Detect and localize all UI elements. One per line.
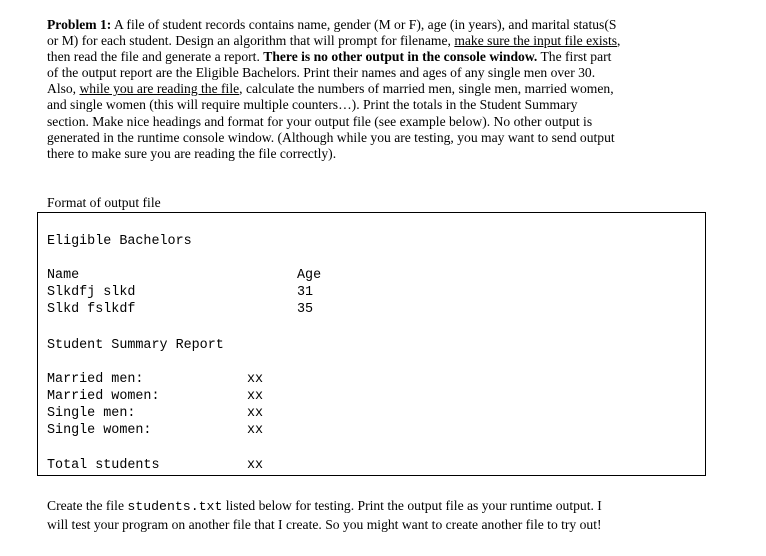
bachelor-age: 31 xyxy=(297,285,314,300)
problem-line: Problem 1: A file of student records contains name, gender (M or F), age (in years), and marital status(S xyxy=(47,17,617,32)
bachelor-name: Slkdfj slkd xyxy=(47,285,136,300)
summary-heading: Student Summary Report xyxy=(47,338,224,353)
total-label: Total students xyxy=(47,458,160,473)
problem-label: Problem 1: xyxy=(47,17,112,32)
summary-label: Single women: xyxy=(47,423,152,438)
summary-value: xx xyxy=(247,372,264,387)
total-value: xx xyxy=(247,458,264,473)
problem-statement xyxy=(47,17,719,162)
age-column-header: Age xyxy=(297,268,322,283)
bachelor-age: 35 xyxy=(297,302,314,317)
problem-line: Also, while you are reading the file, calculate the numbers of married men, single men, married women, xyxy=(47,81,614,97)
filename-code: students.txt xyxy=(127,499,223,514)
problem-line: there to make sure you are reading the file correctly). xyxy=(47,145,337,161)
footer-line: will test your program on another file that I create. So you might want to create another file to try out! xyxy=(47,516,602,532)
summary-label: Married men: xyxy=(47,372,144,387)
footer-line: Create the file students.txt listed below for testing. Print the output file as your runtime output. I xyxy=(47,498,602,514)
problem-line: or M) for each student. Design an algorithm that will prompt for filename, make sure the input file exists, xyxy=(47,33,621,49)
problem-line: and single women (this will require multiple counters…). Print the totals in the Student Summary xyxy=(47,97,578,113)
summary-label: Married women: xyxy=(47,389,160,404)
name-column-header: Name xyxy=(47,268,80,283)
footer-instructions xyxy=(47,497,727,533)
summary-value: xx xyxy=(247,389,264,404)
output-format-caption: Format of output file xyxy=(47,195,161,210)
problem-line: then read the file and generate a report. There is no other output in the console window. The first part xyxy=(47,49,612,65)
sample-output-box xyxy=(37,212,706,476)
summary-label: Single men: xyxy=(47,406,136,421)
bachelor-name: Slkd fslkdf xyxy=(47,302,136,317)
summary-value: xx xyxy=(247,423,264,438)
summary-value: xx xyxy=(247,406,264,421)
problem-line: generated in the runtime console window. (Although while you are testing, you may want to send output xyxy=(47,129,615,145)
problem-line: of the output report are the Eligible Bachelors. Print their names and ages of any single men over 30. xyxy=(47,65,596,81)
bachelors-heading: Eligible Bachelors xyxy=(47,234,192,249)
problem-line: section. Make nice headings and format for your output file (see example below). No other output is xyxy=(47,113,593,129)
